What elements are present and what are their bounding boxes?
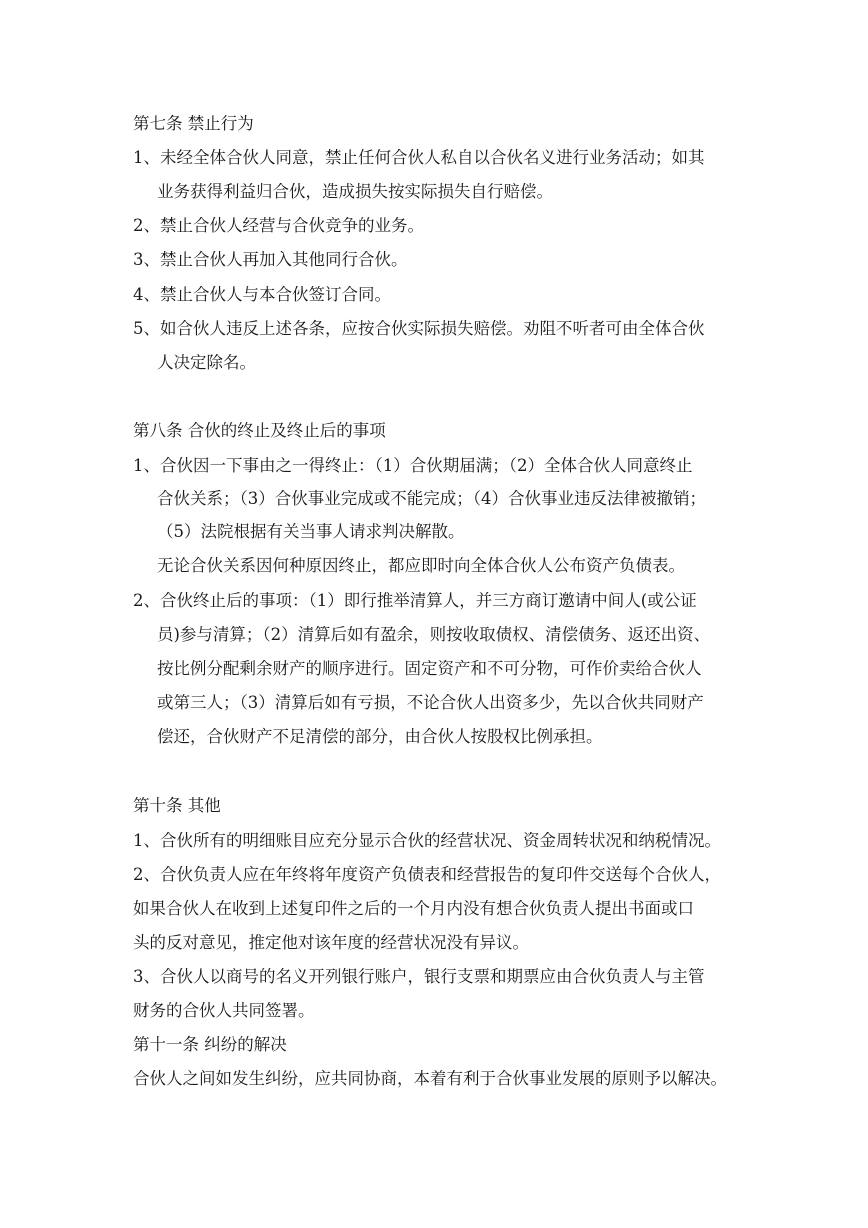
section-10-item-3-line-1: 3、合伙人以商号的名义开列银行账户，银行支票和期票应由合伙负责人与主管 xyxy=(133,967,705,986)
section-7-item-5-line-2: 人决定除名。 xyxy=(157,353,256,372)
section-11-heading: 第十一条 纠纷的解决 xyxy=(133,1035,287,1054)
section-7-heading: 第七条 禁止行为 xyxy=(133,114,254,133)
section-8-item-1-line-1: 1、合伙因一下事由之一得终止：（1）合伙期届满；（2）全体合伙人同意终止 xyxy=(133,456,693,475)
section-10-item-3-line-2: 财务的合伙人共同签署。 xyxy=(133,1001,315,1020)
section-7-item-1-line-1: 1、未经全体合伙人同意，禁止任何合伙人私自以合伙名义进行业务活动；如其 xyxy=(133,148,705,167)
section-8-item-2-line-4: 或第三人；（3）清算后如有亏损，不论合伙人出资多少，先以合伙共同财产 xyxy=(157,693,704,712)
section-10-item-2-line-1: 2、合伙负责人应在年终将年度资产负债表和经营报告的复印件交送每个合伙人， xyxy=(133,865,721,884)
section-8-item-1-line-4: 无论合伙关系因何种原因终止，都应即时向全体合伙人公布资产负债表。 xyxy=(157,556,685,575)
section-8-heading: 第八条 合伙的终止及终止后的事项 xyxy=(133,421,386,440)
section-8-item-2-line-3: 按比例分配剩余财产的顺序进行。固定资产和不可分物，可作价卖给合伙人 xyxy=(157,659,702,678)
section-7-item-2: 2、禁止合伙人经营与合伙竞争的业务。 xyxy=(133,216,424,235)
section-7-item-1-line-2: 业务获得利益归合伙，造成损失按实际损失自行赔偿。 xyxy=(157,182,553,201)
section-7-item-5-line-1: 5、如合伙人违反上述各条，应按合伙实际损失赔偿。劝阻不听者可由全体合伙 xyxy=(133,319,705,338)
section-10-item-1: 1、合伙所有的明细账目应充分显示合伙的经营状况、资金周转状况和纳税情况。 xyxy=(133,831,721,850)
section-8-item-2-line-5: 偿还，合伙财产不足清偿的部分，由合伙人按股权比例承担。 xyxy=(157,727,603,746)
section-8-item-1-line-3: （5）法院根据有关当事人请求判决解散。 xyxy=(157,522,465,541)
section-7-item-3: 3、禁止合伙人再加入其他同行合伙。 xyxy=(133,250,408,269)
section-8-item-1-line-2: 合伙关系；（3）合伙事业完成或不能完成；（4）合伙事业违反法律被撤销； xyxy=(157,489,706,508)
section-8-item-2-line-2: 员)参与清算；（2）清算后如有盈余，则按收取债权、清偿债务、返还出资、 xyxy=(157,625,711,644)
section-10-item-2-line-3: 头的反对意见，推定他对该年度的经营状况没有异议。 xyxy=(133,933,529,952)
section-8-item-2-line-1: 2、合伙终止后的事项：（1）即行推举清算人，并三方商订邀请中间人(或公证 xyxy=(133,591,697,610)
section-11-body: 合伙人之间如发生纠纷，应共同协商，本着有利于合伙事业发展的原则予以解决。 xyxy=(133,1069,727,1088)
section-7-item-4: 4、禁止合伙人与本合伙签订合同。 xyxy=(133,285,391,304)
section-10-heading: 第十条 其他 xyxy=(133,796,221,815)
section-10-item-2-line-2: 如果合伙人在收到上述复印件之后的一个月内没有想合伙负责人提出书面或口 xyxy=(133,899,694,918)
